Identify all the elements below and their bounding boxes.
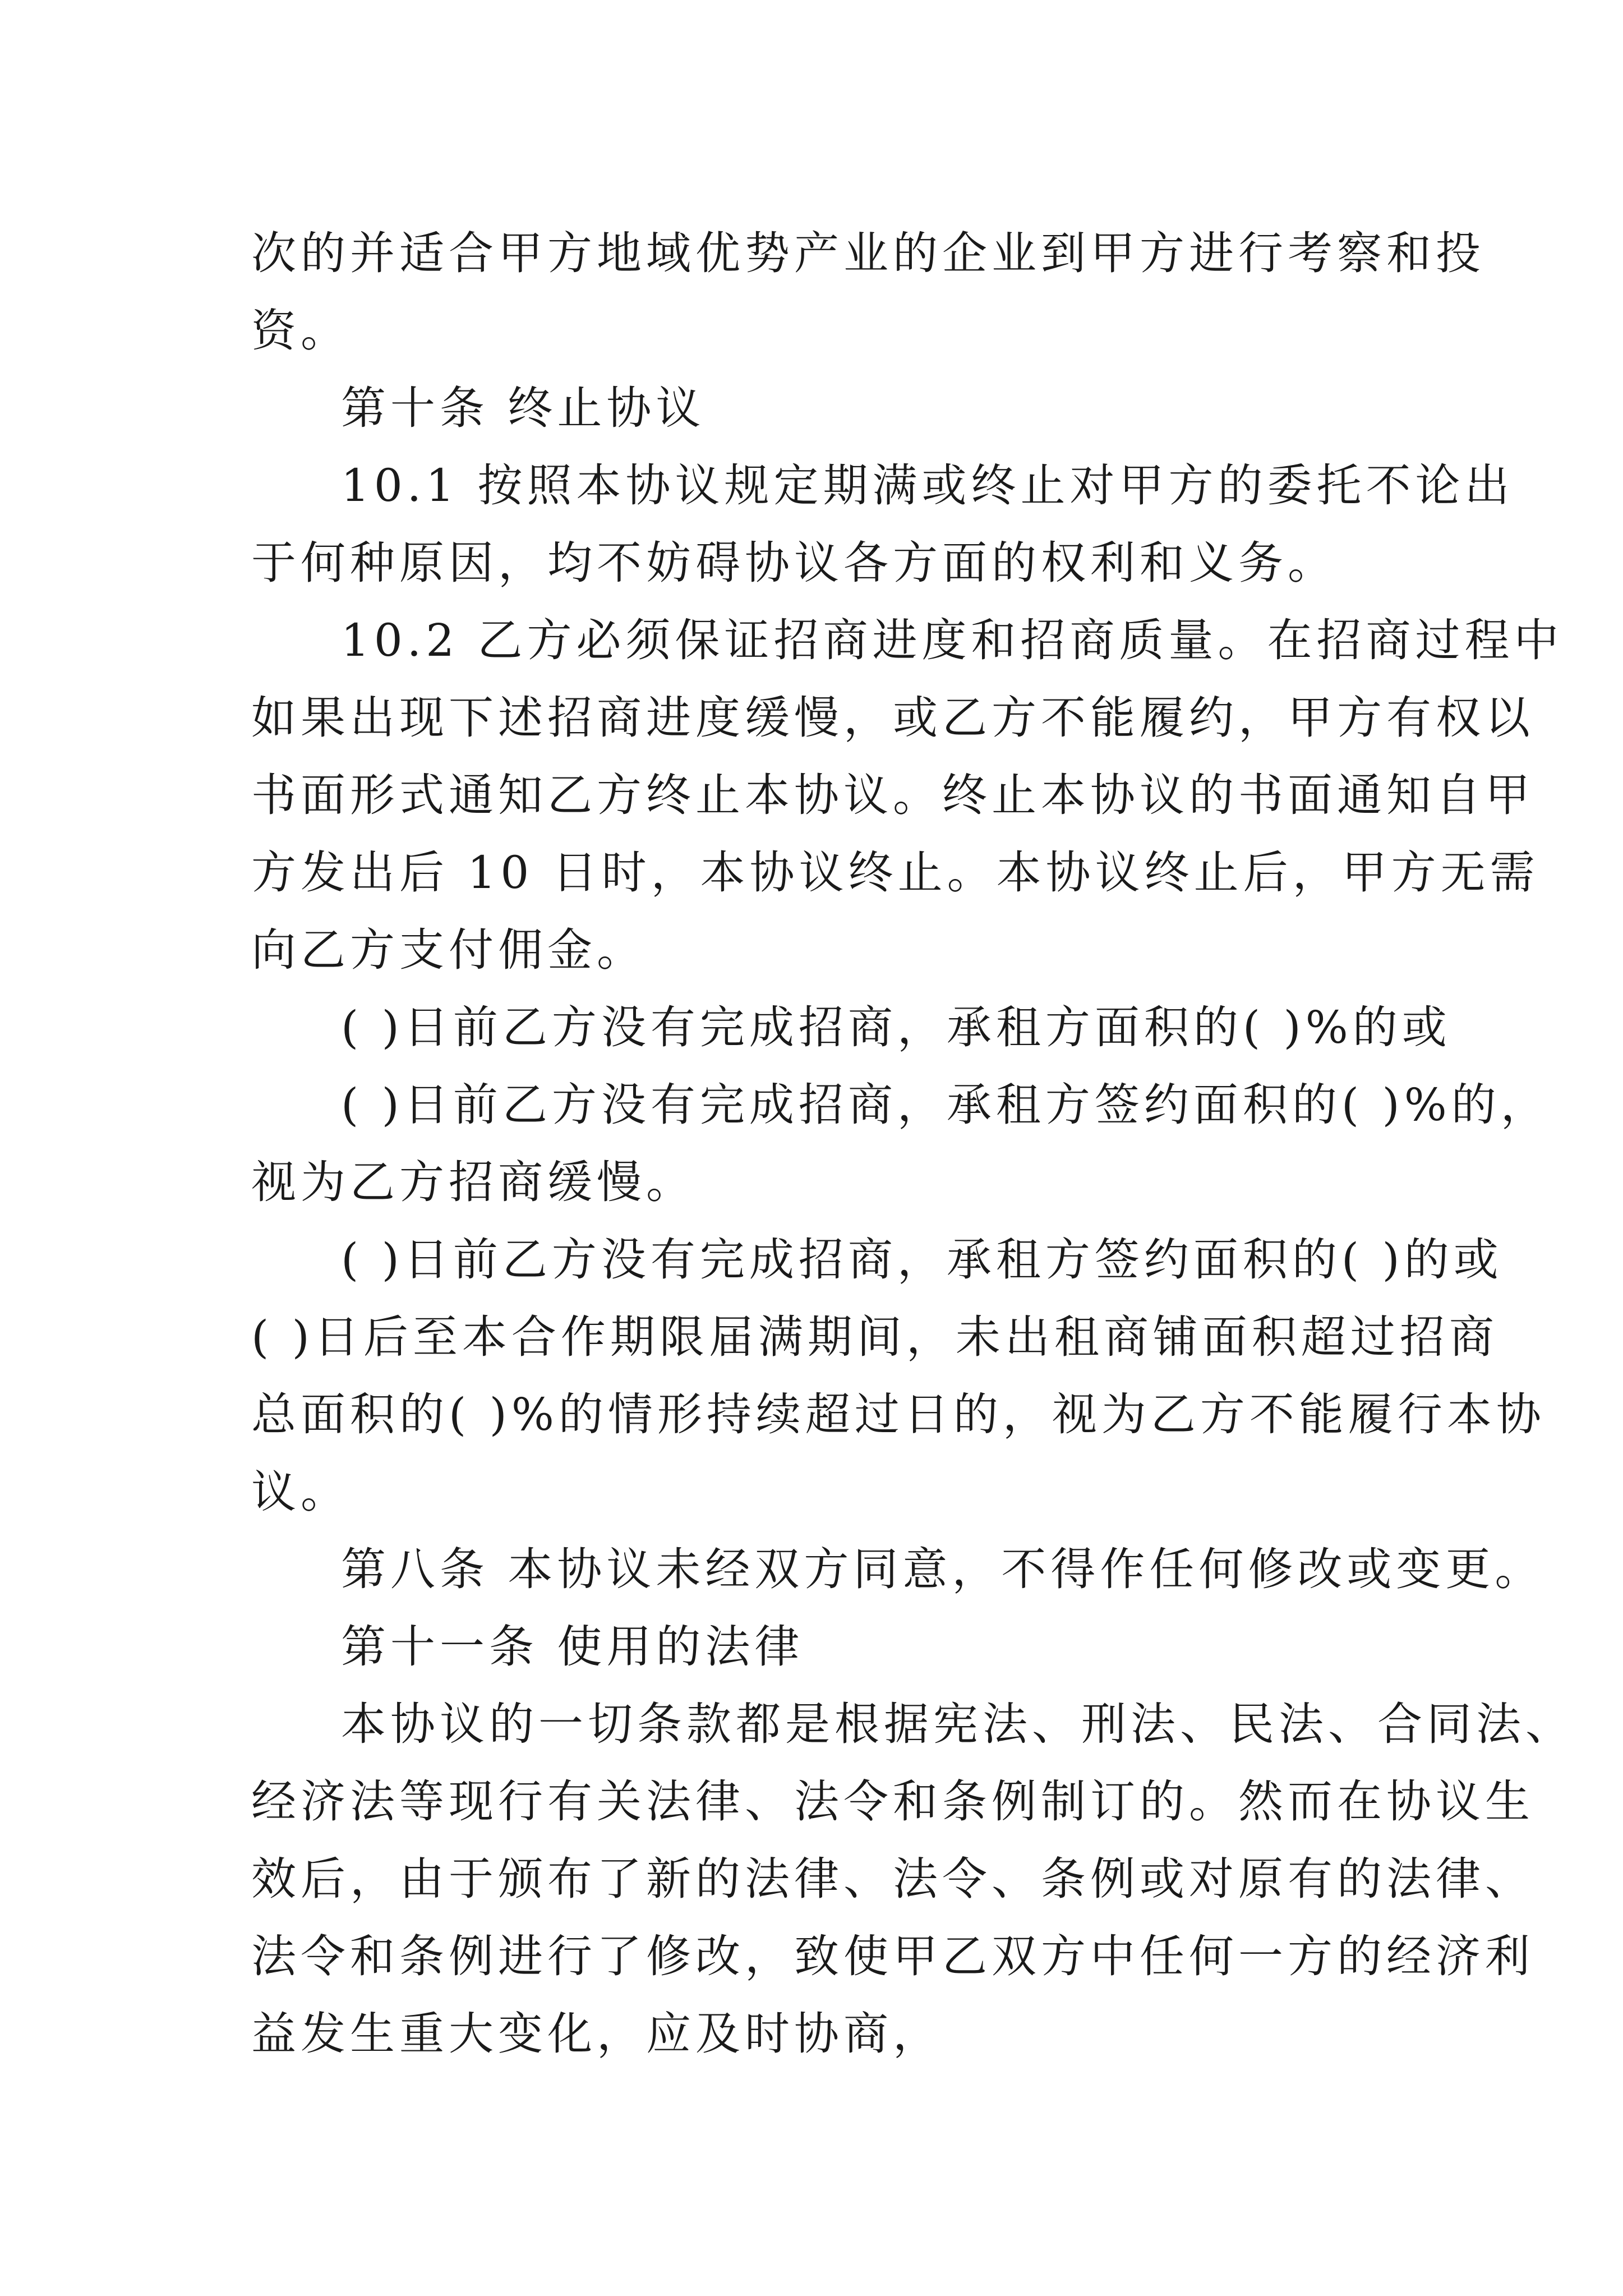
text-line: 效后，由于颁布了新的法律、法令、条例或对原有的法律、: [251, 1853, 1534, 1905]
section-heading: 第十条 终止协议: [341, 382, 706, 434]
text-line: 本协议的一切条款都是根据宪法、刑法、民法、合同法、: [341, 1698, 1575, 1750]
text-line: 视为乙方招商缓慢。: [251, 1156, 695, 1208]
text-line: 总面积的( )%的情形持续超过日的，视为乙方不能履行本协: [251, 1388, 1546, 1441]
text-line: 如果出现下述招商进度缓慢，或乙方不能履约，甲方有权以: [251, 692, 1534, 744]
text-line: 经济法等现行有关法律、法令和条例制订的。然而在协议生: [251, 1775, 1534, 1828]
text-line: ( )日前乙方没有完成招商，承租方面积的( )%的或: [341, 1001, 1451, 1053]
section-heading: 第八条 本协议未经双方同意，不得作任何修改或变更。: [341, 1543, 1544, 1595]
text-line: 方发出后 10 日时，本协议终止。本协议终止后，甲方无需: [251, 846, 1539, 899]
text-line: 于何种原因，均不妨碍协议各方面的权利和义务。: [251, 537, 1337, 589]
text-line: 10.1 按照本协议规定期满或终止对甲方的委托不论出: [341, 459, 1514, 512]
text-line: 10.2 乙方必须保证招商进度和招商质量。在招商过程中: [341, 614, 1564, 666]
text-line: 向乙方支付佣金。: [251, 924, 646, 976]
section-heading: 第十一条 使用的法律: [341, 1621, 804, 1673]
text-line: 资。: [251, 305, 350, 357]
text-line: 书面形式通知乙方终止本协议。终止本协议的书面通知自甲: [251, 769, 1534, 821]
text-line: 次的并适合甲方地域优势产业的企业到甲方进行考察和投: [251, 227, 1485, 279]
text-line: 益发生重大变化，应及时协商，: [251, 2008, 942, 2060]
text-line: 议。: [251, 1466, 350, 1518]
text-line: 法令和条例进行了修改，致使甲乙双方中任何一方的经济利: [251, 1930, 1534, 1982]
document-body: [251, 215, 1575, 2073]
text-line: ( )日前乙方没有完成招商，承租方签约面积的( )的或: [341, 1234, 1503, 1286]
text-line: ( )日后至本合作期限届满期间，未出租商铺面积超过招商: [251, 1311, 1498, 1363]
text-line: ( )日前乙方没有完成招商，承租方签约面积的( )%的，: [341, 1079, 1550, 1131]
